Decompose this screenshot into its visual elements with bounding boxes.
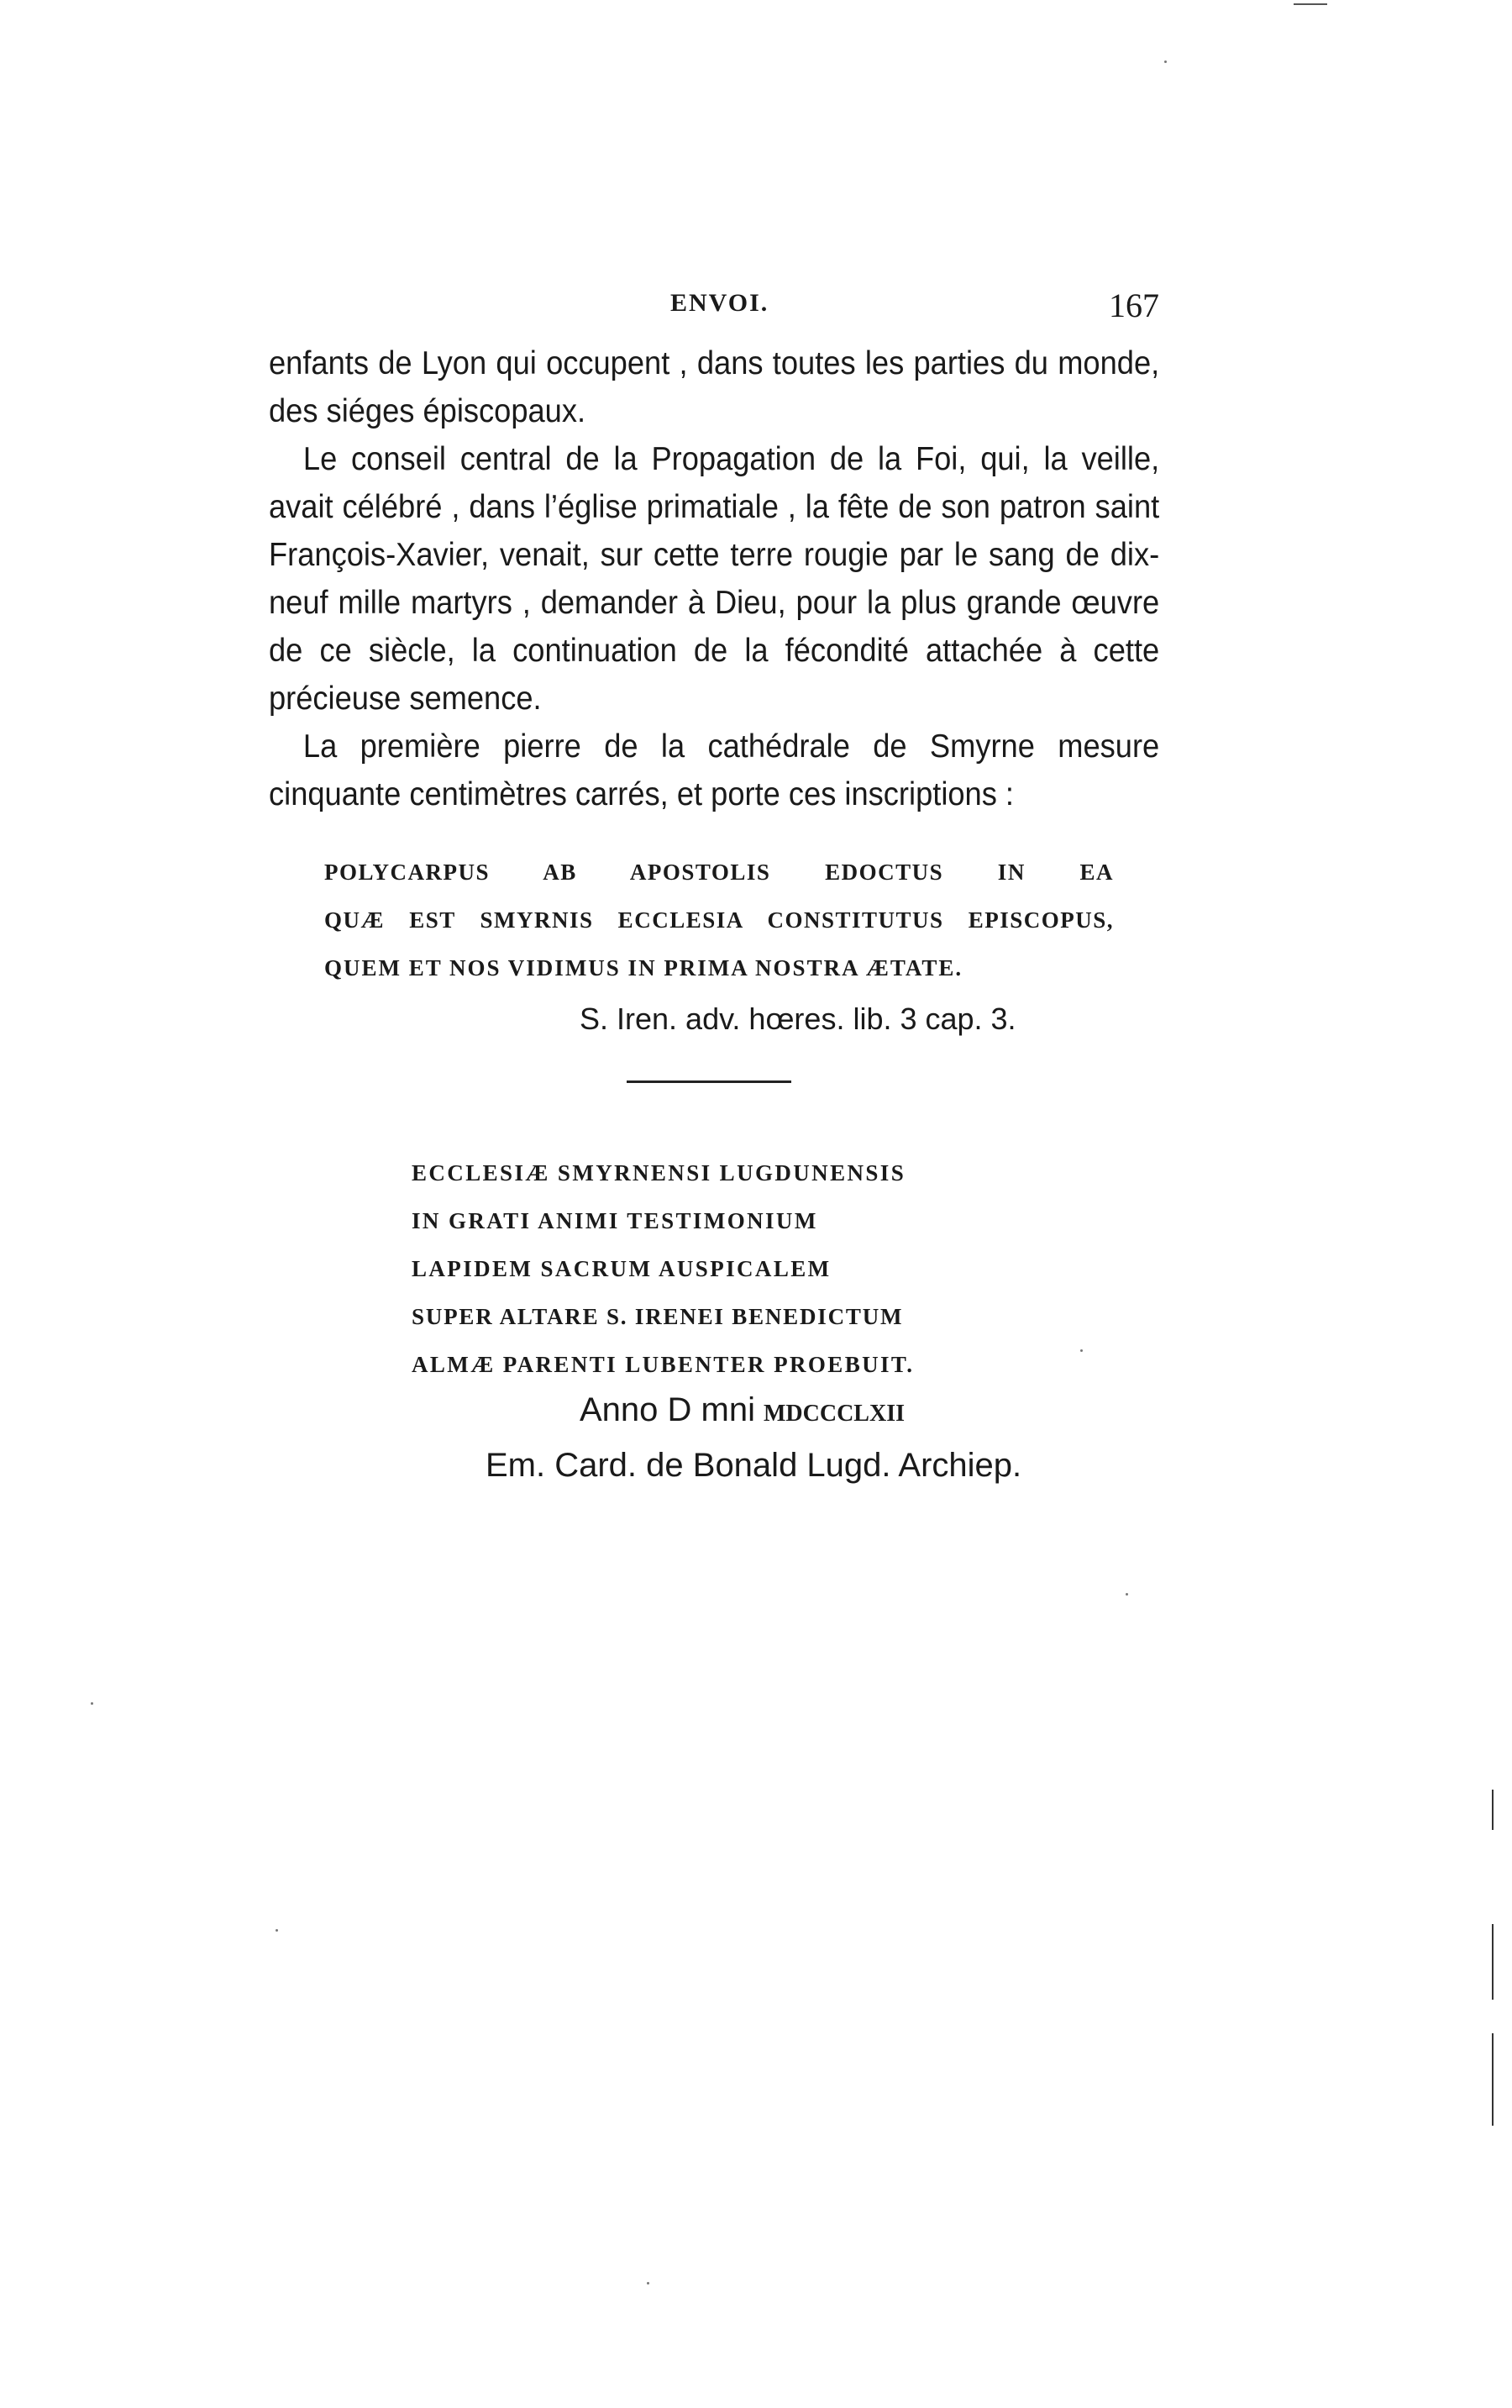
edge-rule-upper: [1492, 1790, 1494, 1830]
paragraph-propagation: Le conseil central de la Propagation de la Foi, qui, la veille, avait célébré , dans l’église primatiale , la fête de son patron saint François-Xavier, venait, sur cette terre rougie par le sang de dix-neuf mille martyrs , demander à Dieu, pour la plus grande œuvre de ce siècle, la continuation de la fécondité attachée à cette précieuse semence.: [269, 441, 1160, 717]
inscription-polycarpus: [324, 849, 1114, 992]
inscription-line: QUEM ET NOS VIDIMUS IN PRIMA NOSTRA ÆTATE.: [324, 955, 963, 981]
inscription-line: SUPER ALTARE S. IRENEI BENEDICTUM: [412, 1304, 904, 1329]
edge-rule-lower: [1492, 2033, 1494, 2126]
paper-speck: [1164, 60, 1167, 63]
section-separator: [627, 1080, 791, 1083]
page-number: 167: [1109, 287, 1159, 324]
date-prefix: Anno D mni: [580, 1391, 755, 1428]
paragraph-continuation: enfants de Lyon qui occupent , dans toutes les parties du monde, des siéges épiscopaux.: [269, 345, 1160, 429]
inscription-signature: Em. Card. de Bonald Lugd. Archiep.: [486, 1447, 1022, 1484]
paper-speck: [647, 2282, 649, 2284]
inscription-date: [580, 1391, 905, 1429]
inscription-line: ECCLESIÆ SMYRNENSI LUGDUNENSIS: [412, 1160, 906, 1186]
inscription-line: QUÆ EST SMYRNIS ECCLESIA CONSTITUTUS EPISCOPUS,: [324, 907, 1114, 933]
inscription-dedication: [412, 1149, 974, 1389]
citation-irenaeus: S. Iren. adv. hœres. lib. 3 cap. 3.: [580, 1002, 1016, 1036]
inscription-line: ALMÆ PARENTI LUBENTER PROEBUIT.: [412, 1352, 915, 1377]
top-edge-mark: [1294, 3, 1327, 5]
paragraph-first-stone: La première pierre de la cathédrale de Smyrne mesure cinquante centimètres carrés, et porte ces inscriptions :: [269, 728, 1160, 812]
date-year: MDCCCLXII: [763, 1401, 905, 1427]
paper-speck: [91, 1702, 93, 1705]
inscription-line: POLYCARPUS AB APOSTOLIS EDOCTUS IN EA: [324, 860, 1114, 885]
paper-speck: [1126, 1593, 1128, 1596]
edge-rule-middle: [1492, 1924, 1494, 2000]
running-head: ENVOI.: [670, 289, 769, 317]
page-header: [269, 286, 1159, 328]
paper-speck: [1080, 1349, 1083, 1352]
inscription-line: IN GRATI ANIMI TESTIMONIUM: [412, 1208, 818, 1233]
body-text: [269, 339, 1159, 818]
inscription-line: LAPIDEM SACRUM AUSPICALEM: [412, 1256, 832, 1281]
paper-speck: [276, 1929, 278, 1932]
